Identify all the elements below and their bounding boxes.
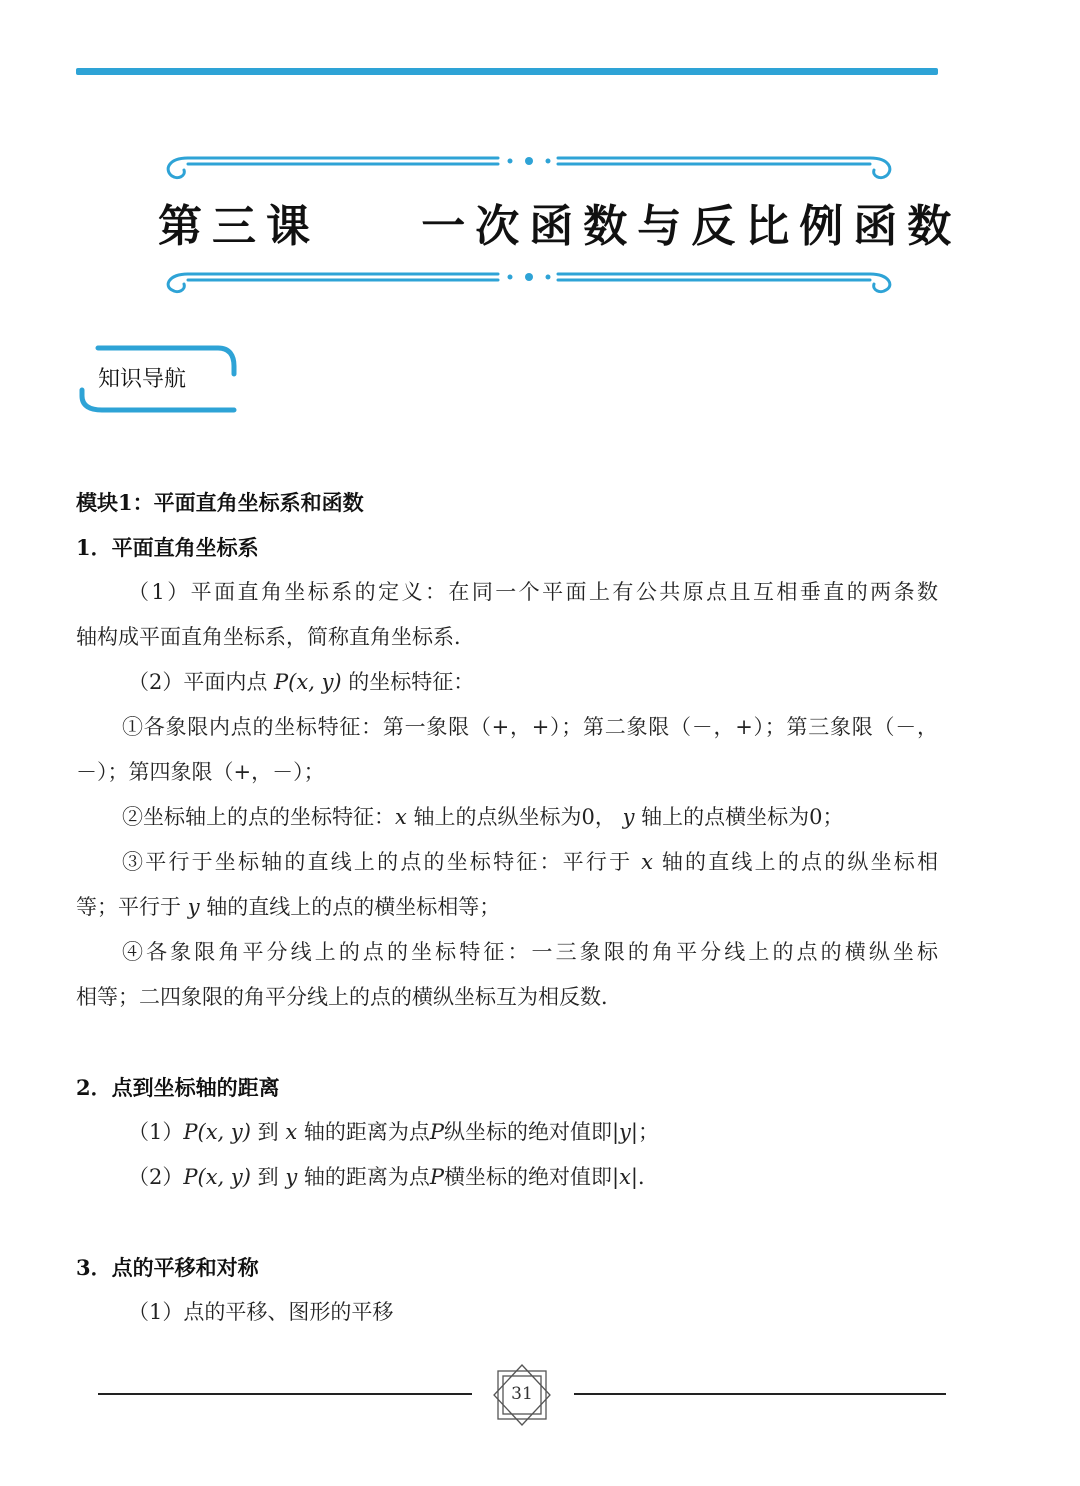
text-span: 到 [250,1120,286,1144]
text-span: 到 [250,1165,286,1189]
math-p: P [429,1165,445,1189]
math-y: y [285,1165,298,1189]
scroll-ornament-top [158,148,900,184]
math-x: x [641,850,653,874]
section-1-heading: 1．平面直角坐标系 [76,535,259,560]
text-span: 等；平行于 [76,895,188,919]
document-body [76,480,938,1335]
math-x: x [285,1120,298,1144]
parallel-line-1 [76,840,938,885]
nav-label: 知识导航 [98,367,187,392]
text-span: （2）平面内点 [128,670,275,694]
point-feature-line [76,660,938,705]
module-heading: 模块1：平面直角坐标系和函数 [76,490,364,515]
definition-line-1: （1）平面直角坐标系的定义：在同一个平面上有公共原点且互相垂直的两条数 [128,580,938,604]
page-number: 31 [511,1384,533,1404]
bisector-line-2: 相等；二四象限的角平分线上的点的横纵坐标互为相反数． [76,985,622,1009]
math-p: P [429,1120,444,1144]
spacer [76,1020,938,1065]
text-span: 的坐标特征： [341,670,475,694]
distance-y-line [76,1155,938,1200]
math-y: y [622,805,635,829]
math-x: x [395,805,407,829]
text-span: 轴的直线上的点的纵坐标相 [652,850,938,874]
math-point: P(x, y) [183,1120,251,1144]
text-span: ②坐标轴上的点的坐标特征： [122,805,395,829]
lesson-title-banner [158,148,962,296]
knowledge-nav-tab [78,344,238,416]
translation-line: （1）点的平移、图形的平移 [128,1300,394,1324]
text-span: ； [638,1120,659,1144]
distance-x-line [76,1110,938,1155]
spacer [76,1200,938,1245]
text-span: 横坐标的绝对值即 [444,1165,613,1189]
text-span: （2） [128,1165,184,1189]
section-2-heading: 2．点到坐标轴的距离 [76,1075,280,1100]
text-span: 轴上的点纵坐标为0， [406,805,623,829]
text-span: ③平行于坐标轴的直线上的点的坐标特征：平行于 [122,850,642,874]
text-span: ． [638,1165,660,1189]
text-span: （1） [128,1120,184,1144]
text-span: 轴的距离为点 [297,1120,430,1144]
page-number-badge [488,1363,556,1427]
scroll-ornament-bottom [158,260,900,296]
quadrant-line-1: ①各象限内点的坐标特征：第一象限（+，+）；第二象限（－，+）；第三象限（－， [122,715,938,739]
text-span: 轴上的点横坐标为0； [634,805,844,829]
math-abs-y: |y| [611,1120,638,1144]
footer-rule-right [574,1393,946,1395]
parallel-line-2 [76,885,938,930]
text-span: 轴的距离为点 [297,1165,430,1189]
bisector-line-1: ④各象限角平分线上的点的坐标特征：一三象限的角平分线上的点的横纵坐标 [122,940,938,964]
math-abs-x: |x| [612,1165,639,1189]
math-y: y [187,895,200,919]
footer-rule-left [98,1393,472,1395]
axis-point-line [76,795,938,840]
top-accent-rule [76,68,938,75]
definition-line-2: 轴构成平面直角坐标系，简称直角坐标系． [76,625,475,649]
quadrant-line-2: －）；第四象限（+，－）； [76,760,325,784]
section-3-heading: 3．点的平移和对称 [76,1255,259,1280]
math-point: P(x, y) [274,670,342,694]
text-span: 纵坐标的绝对值即 [443,1120,612,1144]
lesson-title: 第三课 一次函数与反比例函数 [158,201,962,252]
text-span: 轴的直线上的点的横坐标相等； [199,895,501,919]
math-point: P(x, y) [183,1165,251,1189]
